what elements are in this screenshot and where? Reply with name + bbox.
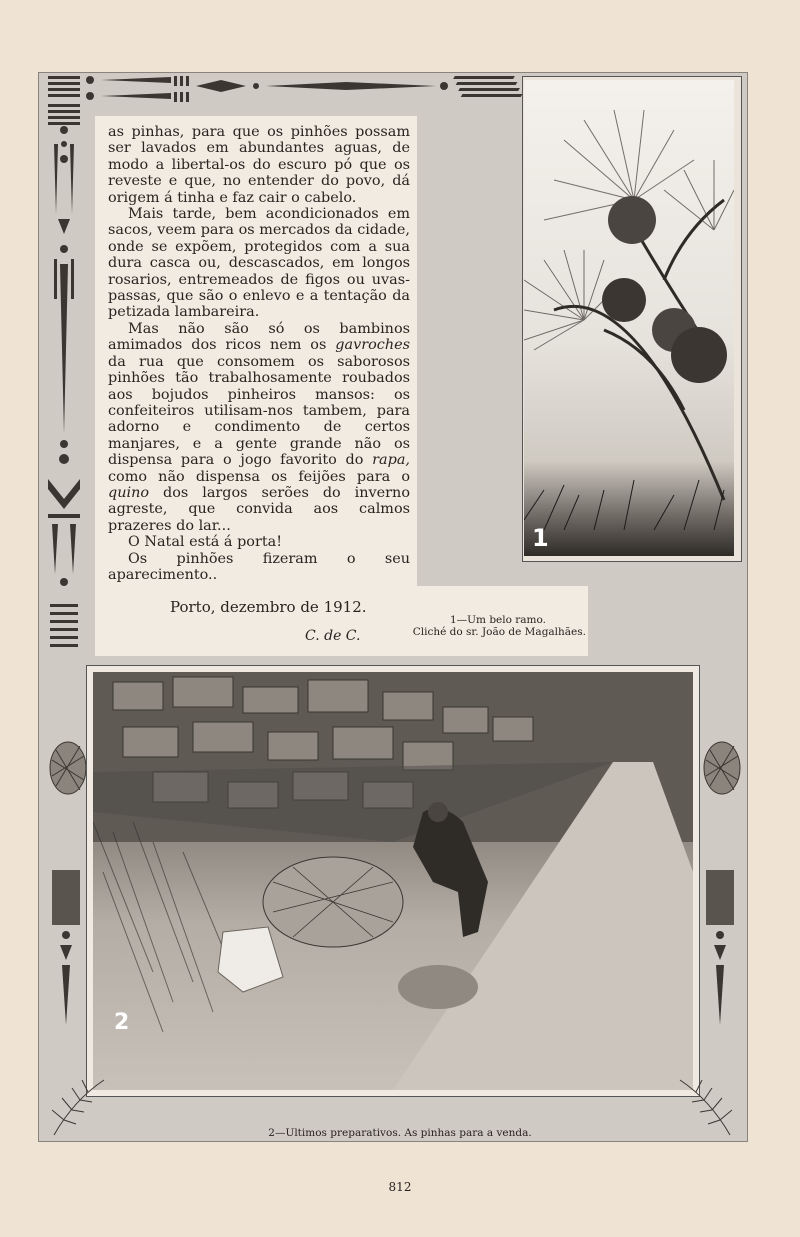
author-signature: C. de C.	[305, 628, 361, 644]
paragraph-5: Os pinhões fizeram o seu aparecimento..	[108, 550, 410, 583]
paragraph-2: Mais tarde, bem acondicionados em sacos, veem para os mercados da cidade, onde se expõem, protegidos com a sua dura casca ou, descascados, em longos rosarios, entremeados de figos ou uvas-passas, que são o enlevo e a tentação da petizada lambareira.	[108, 206, 410, 321]
figure1-caption	[380, 614, 586, 638]
text-run: dos largos serões do inverno agreste, que convida aos calmos prazeres do lar...	[108, 484, 410, 534]
figure2-caption: 2—Ultimos preparativos. As pinhas para a venda.	[268, 1127, 532, 1139]
text-run: Mas não são só os bambinos amimados dos ricos nem os	[108, 320, 410, 354]
figure1-caption-credit: Cliché do sr. João de Magalhães.	[412, 626, 586, 638]
figure1-photo	[524, 80, 734, 556]
paragraph-4: O Natal está á porta!	[128, 534, 282, 551]
figure2-photo	[93, 672, 693, 1090]
pine-cone-icon	[698, 720, 746, 810]
figure1-caption-title: 1—Um belo ramo.	[450, 614, 546, 626]
right-lower-ornament-icon	[700, 860, 744, 1030]
top-ornament-icon	[46, 74, 526, 104]
pine-branch-illustration	[524, 80, 734, 556]
left-lower-ornament-icon	[44, 860, 88, 1030]
italic-term: rapa,	[372, 452, 410, 469]
italic-term: gavroches	[335, 337, 410, 354]
place-date: Porto, dezembro de 1912.	[170, 598, 367, 616]
figure2-number: 2	[114, 1010, 130, 1035]
left-ornament-icon	[44, 104, 88, 684]
paragraph-3	[108, 321, 410, 534]
road-scene-illustration	[93, 672, 693, 1090]
paragraph-1: as pinhas, para que os pinhões possam ser lavados em abundantes aguas, de modo a libertal-os do escuro pó que os reveste e que, no entender do povo, dá origem á tinha e faz cair o cabelo.	[108, 124, 410, 206]
fern-ornament-icon	[44, 1040, 144, 1140]
text-run: da rua que consomem os saborosos pinhões tão trabalhosamente roubados aos bojudos pinheiros mansos: os confeiteiros utilisam-nos tambem, para adorno e condimento de certos manjares, e a gente grande não os dispensa para o jogo favorito do	[108, 353, 410, 469]
article-text	[108, 124, 410, 583]
italic-term: quino	[108, 484, 150, 501]
figure1-number: 1	[532, 524, 549, 552]
fern-ornament-icon	[640, 1040, 740, 1140]
text-run: como não dispensa os feijões para o	[108, 468, 410, 485]
page-number: 812	[388, 1180, 412, 1194]
